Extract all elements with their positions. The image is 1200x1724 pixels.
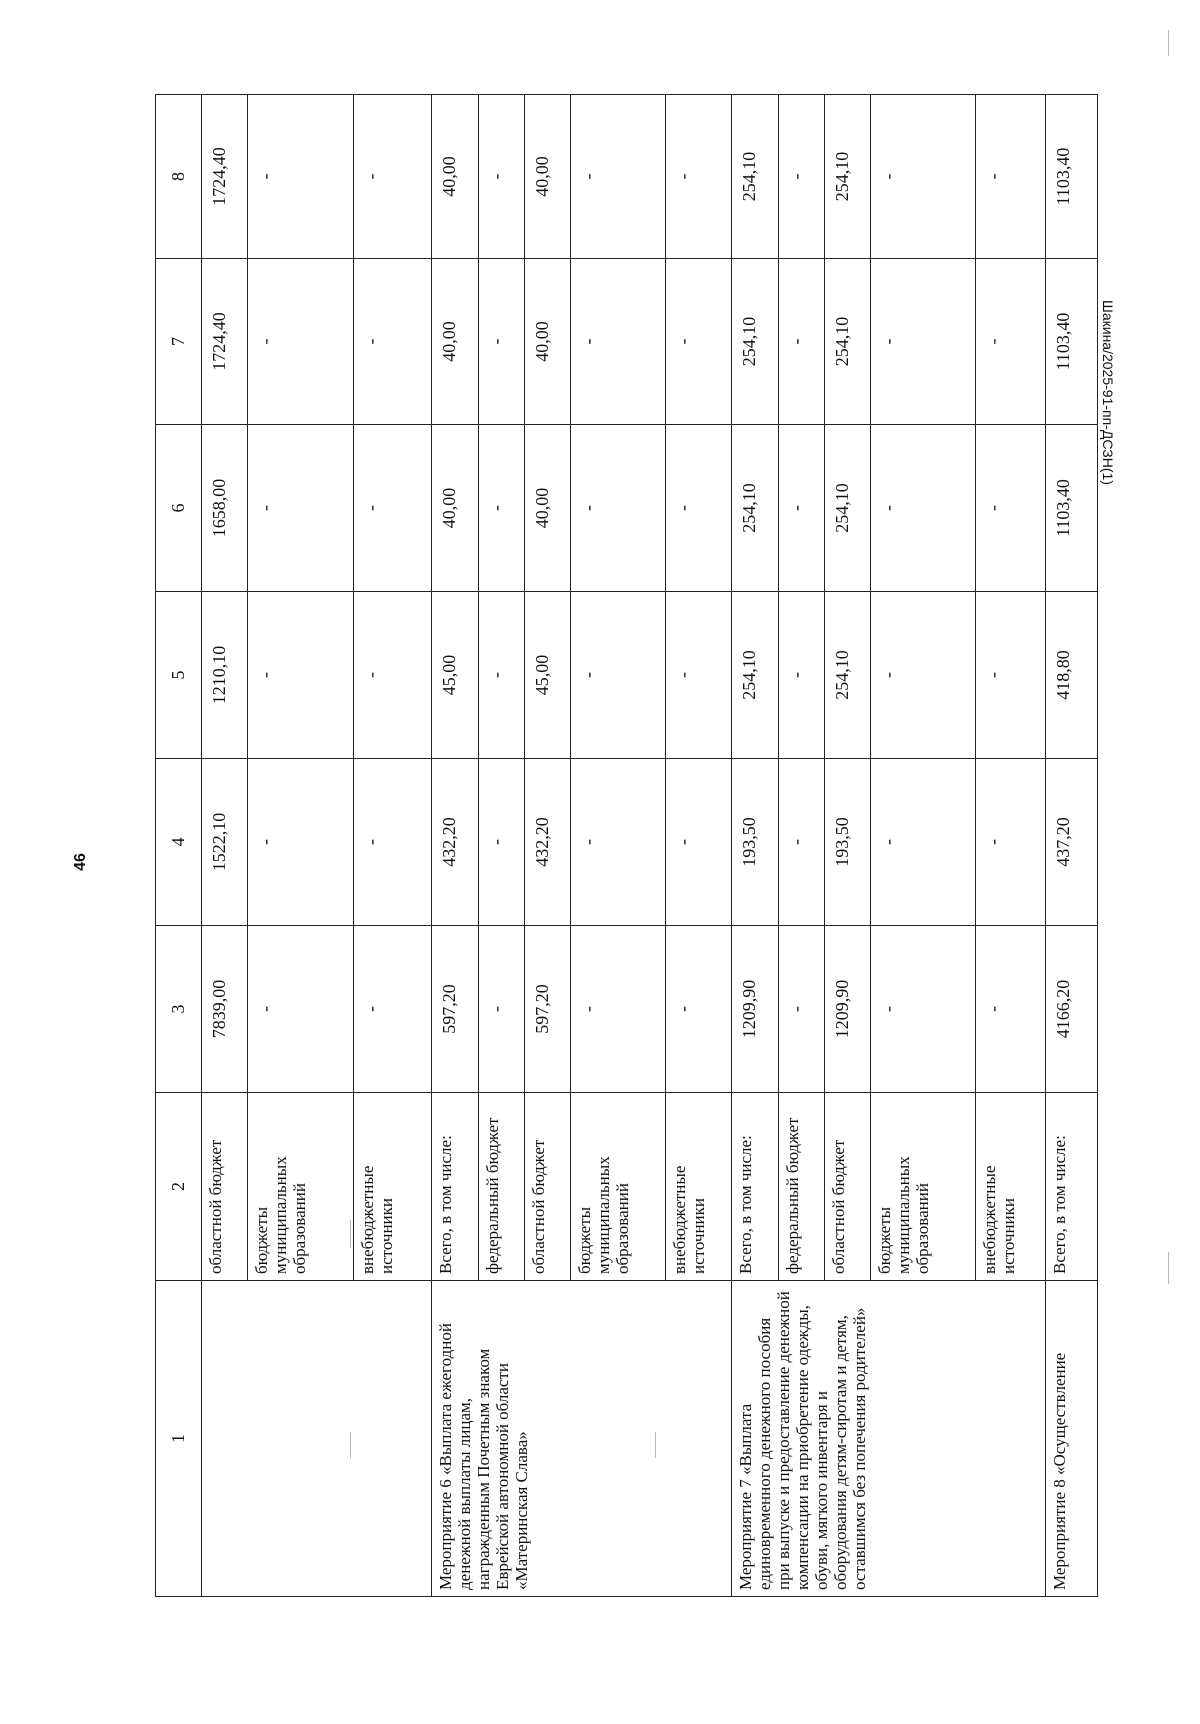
- scan-mark: [1168, 30, 1169, 56]
- value-cell: -: [571, 592, 666, 759]
- header-cell: 1: [156, 1281, 202, 1597]
- value-cell: -: [976, 926, 1046, 1093]
- funding-source-cell: Всего, в том числе:: [1046, 1093, 1098, 1281]
- value-cell: -: [353, 759, 432, 926]
- scan-mark: [1168, 1252, 1169, 1284]
- funding-source-cell: Всего, в том числе:: [432, 1093, 478, 1281]
- value-cell: 597,20: [524, 926, 570, 1093]
- header-cell: 7: [156, 259, 202, 425]
- value-cell: 193,50: [732, 759, 778, 926]
- event-cell: Мероприятие 7 «Выплата единовременного денежного пособия при выпуске и предоставление денежной компенсации на приобретение одежды, обуви, мягкого инвентаря и оборудования детям-сиротам и детям, оставшимся без попечения родителей»: [732, 1281, 1046, 1597]
- value-cell: -: [353, 425, 432, 592]
- value-cell: 254,10: [824, 592, 870, 759]
- value-cell: 432,20: [524, 759, 570, 926]
- table-header-row: [156, 95, 202, 1597]
- funding-source-cell: бюджеты муниципальных образований: [571, 1093, 666, 1281]
- value-cell: -: [478, 95, 524, 259]
- value-cell: -: [778, 592, 824, 759]
- value-cell: -: [353, 95, 432, 259]
- value-cell: 40,00: [524, 95, 570, 259]
- value-cell: -: [871, 425, 976, 592]
- value-cell: -: [478, 592, 524, 759]
- value-cell: 40,00: [432, 259, 478, 425]
- value-cell: 45,00: [524, 592, 570, 759]
- value-cell: -: [665, 926, 732, 1093]
- event-cell: [202, 1281, 432, 1597]
- value-cell: 254,10: [824, 425, 870, 592]
- value-cell: 1210,10: [202, 592, 248, 759]
- event-cell: Мероприятие 8 «Осуществление: [1046, 1281, 1098, 1597]
- value-cell: -: [976, 759, 1046, 926]
- value-cell: 254,10: [824, 95, 870, 259]
- value-cell: -: [571, 95, 666, 259]
- table-row: [202, 95, 248, 1597]
- header-cell: 6: [156, 425, 202, 592]
- value-cell: 1209,90: [732, 926, 778, 1093]
- value-cell: 1103,40: [1046, 425, 1098, 592]
- value-cell: 437,20: [1046, 759, 1098, 926]
- value-cell: -: [871, 592, 976, 759]
- value-cell: 1724,40: [202, 95, 248, 259]
- value-cell: 254,10: [732, 425, 778, 592]
- funding-source-cell: областной бюджет: [824, 1093, 870, 1281]
- value-cell: 40,00: [432, 425, 478, 592]
- value-cell: 418,80: [1046, 592, 1098, 759]
- value-cell: 254,10: [732, 95, 778, 259]
- value-cell: 4166,20: [1046, 926, 1098, 1093]
- value-cell: -: [665, 759, 732, 926]
- value-cell: -: [976, 259, 1046, 425]
- value-cell: 1103,40: [1046, 95, 1098, 259]
- value-cell: -: [248, 259, 353, 425]
- value-cell: -: [778, 95, 824, 259]
- value-cell: 1103,40: [1046, 259, 1098, 425]
- value-cell: -: [478, 926, 524, 1093]
- value-cell: -: [778, 759, 824, 926]
- value-cell: -: [248, 926, 353, 1093]
- value-cell: -: [353, 592, 432, 759]
- value-cell: 1658,00: [202, 425, 248, 592]
- value-cell: -: [571, 926, 666, 1093]
- value-cell: -: [248, 95, 353, 259]
- value-cell: -: [976, 592, 1046, 759]
- table-row: [1046, 95, 1098, 1597]
- value-cell: 1209,90: [824, 926, 870, 1093]
- value-cell: -: [665, 95, 732, 259]
- value-cell: -: [571, 259, 666, 425]
- page-number: 46: [71, 853, 89, 871]
- funding-source-cell: внебюджетные источники: [353, 1093, 432, 1281]
- value-cell: -: [571, 425, 666, 592]
- header-cell: 2: [156, 1093, 202, 1281]
- value-cell: -: [248, 592, 353, 759]
- value-cell: -: [665, 425, 732, 592]
- value-cell: -: [478, 425, 524, 592]
- value-cell: 7839,00: [202, 926, 248, 1093]
- value-cell: 193,50: [824, 759, 870, 926]
- value-cell: 45,00: [432, 592, 478, 759]
- value-cell: -: [571, 759, 666, 926]
- value-cell: -: [665, 592, 732, 759]
- event-cell: Мероприятие 6 «Выплата ежегодной денежной выплаты лицам, награжденным Почетным знаком Еврейской автономной области «Материнская Слава»: [432, 1281, 732, 1597]
- value-cell: -: [871, 759, 976, 926]
- value-cell: -: [353, 926, 432, 1093]
- value-cell: 40,00: [524, 425, 570, 592]
- value-cell: 254,10: [732, 259, 778, 425]
- funding-source-cell: федеральный бюджет: [778, 1093, 824, 1281]
- value-cell: -: [248, 425, 353, 592]
- value-cell: 1522,10: [202, 759, 248, 926]
- funding-source-cell: федеральный бюджет: [478, 1093, 524, 1281]
- value-cell: 254,10: [824, 259, 870, 425]
- table-row: [432, 95, 478, 1597]
- header-cell: 5: [156, 592, 202, 759]
- header-cell: 3: [156, 926, 202, 1093]
- value-cell: -: [778, 926, 824, 1093]
- value-cell: 597,20: [432, 926, 478, 1093]
- funding-source-cell: бюджеты муниципальных образований: [871, 1093, 976, 1281]
- value-cell: -: [353, 259, 432, 425]
- value-cell: -: [871, 95, 976, 259]
- header-cell: 4: [156, 759, 202, 926]
- value-cell: 254,10: [732, 592, 778, 759]
- funding-source-cell: внебюджетные источники: [976, 1093, 1046, 1281]
- value-cell: -: [478, 759, 524, 926]
- funding-source-cell: областной бюджет: [524, 1093, 570, 1281]
- value-cell: -: [778, 425, 824, 592]
- value-cell: -: [871, 926, 976, 1093]
- rotated-table-container: [155, 95, 1098, 1597]
- header-cell: 8: [156, 95, 202, 259]
- value-cell: -: [871, 259, 976, 425]
- funding-source-cell: внебюджетные источники: [665, 1093, 732, 1281]
- document-code: Шакина/2025-91-пп-ДСЗН(1): [1100, 300, 1116, 485]
- funding-source-cell: областной бюджет: [202, 1093, 248, 1281]
- value-cell: -: [778, 259, 824, 425]
- table-row: [732, 95, 778, 1597]
- value-cell: 432,20: [432, 759, 478, 926]
- value-cell: -: [665, 259, 732, 425]
- value-cell: 40,00: [524, 259, 570, 425]
- value-cell: -: [976, 425, 1046, 592]
- value-cell: -: [976, 95, 1046, 259]
- value-cell: -: [248, 759, 353, 926]
- funding-source-cell: бюджеты муниципальных образований: [248, 1093, 353, 1281]
- budget-table: [155, 94, 1098, 1597]
- value-cell: 40,00: [432, 95, 478, 259]
- funding-source-cell: Всего, в том числе:: [732, 1093, 778, 1281]
- value-cell: -: [478, 259, 524, 425]
- value-cell: 1724,40: [202, 259, 248, 425]
